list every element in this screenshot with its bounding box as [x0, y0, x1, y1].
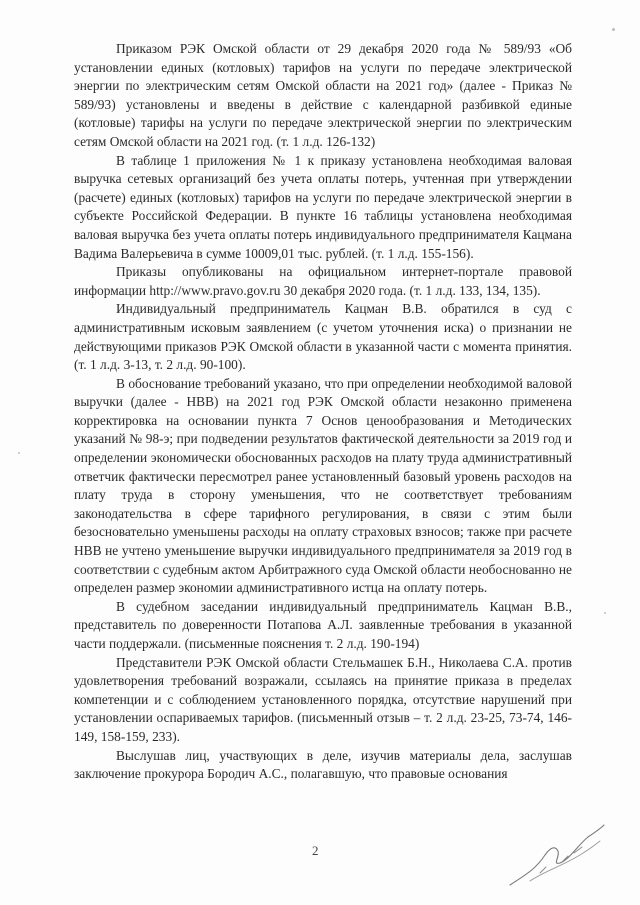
paragraph-claim-grounds: В обоснование требований указано, что при определении необходимой валовой выручки (далее - НВВ) на 2021 год РЭК Омской области незаконно применена корректировка на основании пункта 7 Основ ценообразования и Методических указаний № 98-э; при подведении результатов фактической деятельности за 2019 год и определении экономически обоснованных расходов на плату труда административный ответчик фактически пересмотрел ранее установленный базовый уровень расходов на плату труда в сторону уменьшения, что не соответствует требованиям законодательства в сфере тарифного регулирования, в связи с этим были безосновательно уменьшены расходы на оплату страховых взносов; также при расчете НВВ не учтено уменьшение выручки индивидуального предпринимателя за 2019 год в соответствии с судебным актом Арбитражного суда Омской области необоснованно не определен размер экономии административного истца на оплату потерь. [74, 375, 572, 596]
paragraph-respondent-objection: Представители РЭК Омской области Стельмашек Б.Н., Николаева С.А. против удовлетворения требований возражали, ссылаясь на принятие приказа в пределах компетенции и с соблюдением установленного порядка, отсутствие нарушений при установлении оспариваемых тарифов. (письменный отзыв – т. 2 л.д. 23-25, 73-74, 146-149, 158-159, 233). [74, 654, 572, 744]
paragraph-conclusion-start: Выслушав лиц, участвующих в деле, изучив материалы дела, заслушав заключение прокурора Бородич А.С., полагавшую, что правовые основания [74, 747, 572, 782]
paragraph-publication: Приказы опубликованы на официальном интернет-портале правовой информации http://www.pravo.gov.ru 30 декабря 2020 года. (т. 1 л.д. 133, 134, 135). [74, 264, 572, 298]
page-number: 2 [312, 843, 319, 858]
paragraph-gross-revenue-table: В таблице 1 приложения № 1 к приказу установлена необходимая валовая выручка сетевых организаций без учета оплаты потерь, учтенная при утверждении (расчете) единых (котловых) тарифов на услуги по передаче электрической энергии в субъекте Российской Федерации. В пункте 16 таблицы установлена необходимая валовая выручка без учета оплаты потерь индивидуального предпринимателя Кацмана Вадима Валерьевича в сумме 10009,01 тыс. рублей. (т. 1 л.д. 155-156). [74, 152, 572, 261]
paragraph-court-hearing: В судебном заседании индивидуальный предприниматель Кацман В.В., представитель по доверенности Потапова А.Л. заявленные требования в указанной части поддержали. (письменные пояснения т. 2 л.д. 190-194) [74, 598, 572, 651]
signature-mark [500, 815, 610, 895]
scan-speck [612, 28, 615, 31]
document-body [74, 40, 572, 784]
paragraph-tariff-order: Приказом РЭК Омской области от 29 декабря 2020 года № 589/93 «Об установлении единых (котловых) тарифов на услуги по передаче электрической энергии по электрическим сетям Омской области на 2021 год» (далее - Приказ № 589/93) установлены и введены в действие с календарной разбивкой единые (котловые) тарифы на услуги по передаче электрической энергии по электрическим сетям Омской области на 2021 год. (т. 1 л.д. 126-132) [74, 41, 572, 149]
scan-speck [604, 612, 606, 614]
scan-speck [18, 452, 20, 454]
paragraph-claim-filed: Индивидуальный предприниматель Кацман В.В. обратился в суд с административным исковым заявлением (с учетом уточнения иска) о признании не действующими приказов РЭК Омской области в указанной части с момента принятия. (т. 1 л.д. 3-13, т. 2 л.д. 90-100). [74, 301, 572, 373]
